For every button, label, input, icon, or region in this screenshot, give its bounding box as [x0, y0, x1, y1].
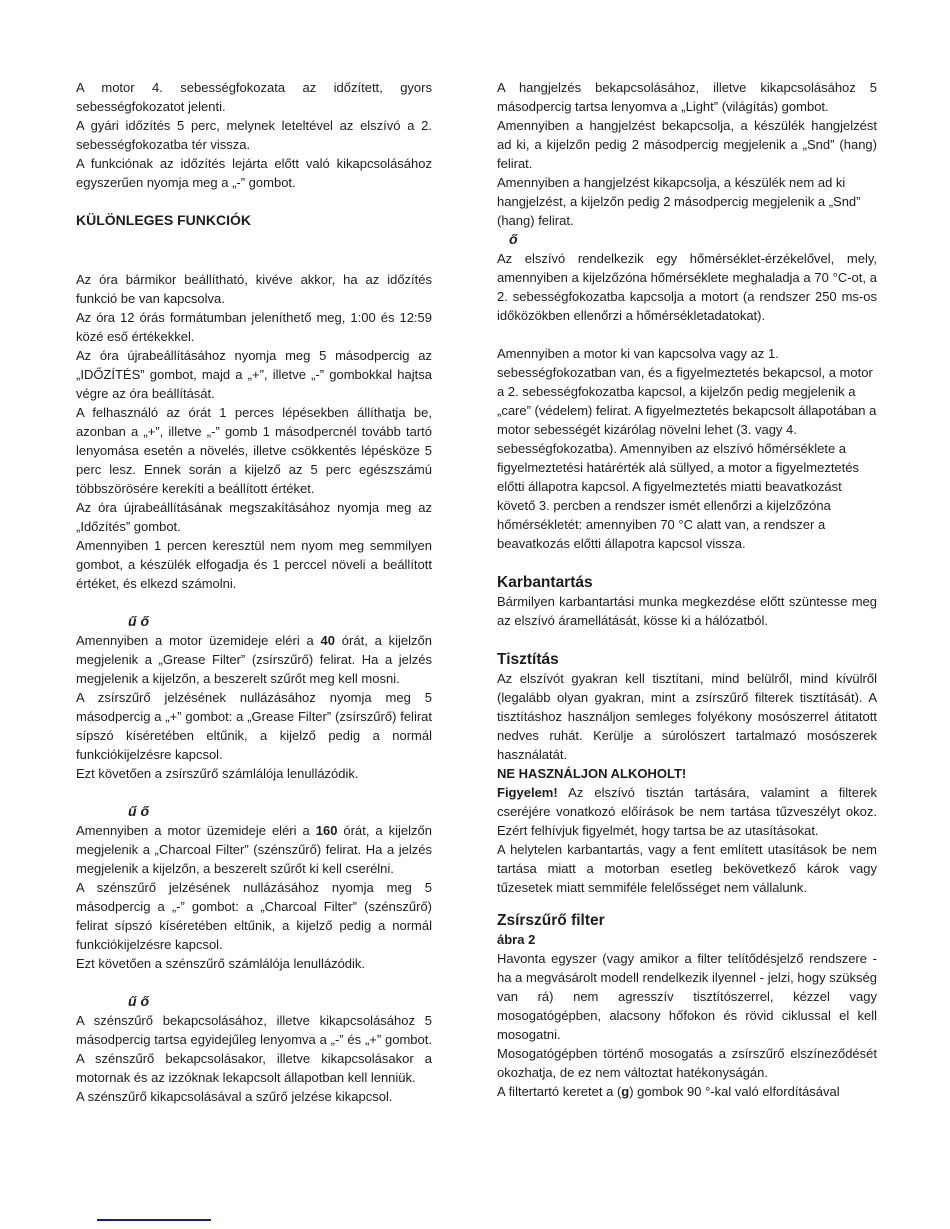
text-segment: Amennyiben a motor üzemideje eléri a	[76, 823, 316, 838]
text-segment: Az elszívó tisztán tartására, valamint a filterek cseréjére vonatkozó előírások be nem tartása tűzveszélyt okoz. Ezért felhívjuk figyelmét, hogy tartsa be az utasításokat.	[497, 785, 877, 838]
para-charcoal-160h	[76, 821, 432, 878]
hours-160-bold: 160	[315, 823, 338, 838]
para-clock-format: Az óra 12 órás formátumban jeleníthető meg, 1:00 és 12:59 közé eső értékekkel.	[76, 310, 432, 344]
heading-cleaning: Tisztítás	[497, 651, 559, 668]
heading-grease-filter-fragment: ű ő	[128, 613, 149, 629]
heading-temperature-fragment: ő	[509, 231, 518, 247]
para-charcoal-reset: A szénszűrő jelzésének nullázásához nyomja meg 5 másodpercig a „-” gombot: a „Charcoal Filter” (szénszűrő) felirat sípszó kíséretében eltűnik, a kijelző pedig a normál funkciókijelzésre kapcsol.	[76, 880, 432, 952]
figure-reference: ábra 2	[497, 932, 536, 947]
para-timer-cancel: A funkciónak az időzítés lejárta előtt való kikapcsolásához egyszerűen nyomja meg a „-” gombot.	[76, 156, 432, 190]
para-sound-off: Amennyiben a hangjelzést kikapcsolja, a készülék nem ad ki hangjelzést, a kijelzőn pedig 2 másodpercig megjelenik a „Snd” (hang) felirat.	[497, 175, 861, 228]
para-temp-warning: Amennyiben a motor ki van kapcsolva vagy az 1. sebességfokozatban van, és a figyelmeztetés bekapcsol, a motor a 2. sebességfokozatba kapcsol, a kijelzőn pedig megjelenik a „care” (védelem) felirat. A figyelmeztetés bekapcsolt állapotában a motor sebességét kizárólag növelni lehet (3. vagy 4. sebességfokozatba). Amennyiben az elszívó hőmérséklete a figyelmeztetési határérték alá süllyed, a motor a figyelmeztetés előtti állapotra kapcsol. A figyelmeztetés miatti beavatkozást követő 3. percben a rendszer ismét ellenőrzi a kijelzőzóna hőmérsékletét: amennyiben 70 °C alatt van, a rendszer a beavatkozás előtti állapotra kapcsol vissza.	[497, 346, 877, 551]
para-filter-wash: Havonta egyszer (vagy amikor a filter telítődésjelző rendszere - ha a megvásárolt modell rendelkezik ilyennel - jelzi, hogy szükség van rá) nem agresszív tisztítószerrel, kézzel vagy mosogatógépben, alacsony hőfokon és rövid ciklussal el kell mosogatni.	[497, 951, 877, 1042]
para-warning-fire	[497, 783, 877, 840]
para-clock-timeout: Amennyiben 1 percen keresztül nem nyom meg semmilyen gombot, a készülék elfogadja és 1 perccel növeli a beállított értéket, és elkezd számolni.	[76, 538, 432, 591]
para-sound-toggle: A hangjelzés bekapcsolásához, illetve kikapcsolásához 5 másodpercig tartsa lenyomva a „Light” (világítás) gombot.	[497, 80, 877, 114]
para-carbon-toggle: A szénszűrő bekapcsolásához, illetve kikapcsolásához 5 másodpercig tartsa egyidejűleg lenyomva a „-” és „+” gombot. A szénszűrő bekapcsolásakor, illetve kikapcsolásakor a motornak és az izzóknak lekapcsolt állapotban kell lenniük.	[76, 1013, 432, 1085]
text-segment: órát, a kijelzőn megjelenik a „Charcoal Filter” (szénszűrő) felirat. Ha a jelzés megjelenik a kijelzőn, a beszerelt szűrőt ki kell cserélni.	[76, 823, 433, 876]
para-timer-default: A gyári időzítés 5 perc, melynek leteltével az elszívó a 2. sebességfokozatba tér vissza.	[76, 118, 432, 152]
para-warning-liability: A helytelen karbantartás, vagy a fent említett utasítások be nem tartása miatt a motorban esetleg bekövetkező károk vagy tűzesetek miatt semmiféle felelősséget nem vállalunk.	[497, 842, 877, 895]
heading-carbon-toggle-fragment: ű ő	[128, 993, 149, 1009]
para-sound-on: Amennyiben a hangjelzést bekapcsolja, a készülék hangjelzést ad ki, a kijelzőn pedig 2 másodpercig megjelenik a „Snd” (hang) felirat.	[497, 118, 877, 171]
text-segment: ) gombok 90 °-kal való elfordításával	[629, 1084, 840, 1099]
para-clock-abort: Az óra újrabeállításának megszakításához nyomja meg az „Időzítés” gombot.	[76, 500, 432, 534]
para-charcoal-counter: Ezt követően a szénszűrő számlálója lenullázódik.	[76, 956, 366, 971]
para-carbon-off: A szénszűrő kikapcsolásával a szűrő jelzése kikapcsol.	[76, 1089, 393, 1104]
para-no-alcohol: NE HASZNÁLJON ALKOHOLT!	[497, 766, 687, 781]
para-clock-steps: A felhasználó az órát 1 perces lépésekben állíthatja be, azonban a „+”, illetve „-” gomb 1 másodpercnél tovább tartó lenyomása esetén a növelés, illetve csökkentés lépésköze 5 perc lesz. Ennek során a kijelző az 5 perc egészszámú többszörösére kerekíti a beállított értéket.	[76, 405, 432, 496]
para-grease-reset: A zsírszűrő jelzésének nullázásához nyomja meg 5 másodpercig a „+” gombot: a „Grease Filter” (zsírszűrő) felirat sípszó kíséretében eltűnik, a kijelző pedig a normál funkciókijelzésre kapcsol.	[76, 690, 432, 762]
heading-charcoal-filter-fragment: ű ő	[128, 803, 149, 819]
para-temp-sensor: Az elszívó rendelkezik egy hőmérséklet-érzékelővel, mely, amennyiben a kijelzőzóna hőmérséklete meghaladja a 70 °C-ot, a 2. sebességfokozatba kapcsolja a motort (a rendszer 250 ms-os időközökben ellenőrzi a hőmérsékletadatokat).	[497, 251, 877, 323]
para-cleaning: Az elszívót gyakran kell tisztítani, mind belülről, mind kívülről (legalább olyan gyakran, mint a zsírszűrő filterek tisztítását). A tisztításhoz használjon semleges folyékony mosószerrel átitatott nedves ruhát. Kerülje a súrolószert tartalmazó mosószerek használatát.	[497, 671, 877, 762]
heading-grease-filter-section: Zsírszűrő filter	[497, 912, 605, 929]
para-filter-discolor: Mosogatógépben történő mosogatás a zsírszűrő elszíneződését okozhatja, de ez nem változtat hatékonyságán.	[497, 1046, 877, 1080]
para-clock-anytime: Az óra bármikor beállítható, kivéve akkor, ha az időzítés funkció be van kapcsolva.	[76, 272, 432, 306]
footer-link-underline	[97, 1219, 211, 1221]
text-segment: Amennyiben a motor üzemideje eléri a	[76, 633, 321, 648]
knob-g-bold: g	[621, 1084, 630, 1099]
para-maintenance: Bármilyen karbantartási munka megkezdése előtt szüntesse meg az elszívó áramellátását, kösse ki a hálózatból.	[497, 594, 877, 628]
para-grease-40h	[76, 631, 432, 688]
text-segment: órát, a kijelzőn megjelenik a „Grease Filter” (zsírszűrő) felirat. Ha a jelzés megjelenik a kijelzőn, a beszerelt szűrőt meg kell mosni.	[76, 633, 432, 686]
text-segment: A filtertartó keretet a (	[497, 1084, 622, 1099]
attention-bold: Figyelem!	[497, 785, 558, 800]
hours-40-bold: 40	[320, 633, 336, 648]
left-column	[76, 78, 432, 1106]
right-column	[497, 78, 877, 1101]
para-grease-counter: Ezt követően a zsírszűrő számlálója lenullázódik.	[76, 766, 359, 781]
para-timer-speed: A motor 4. sebességfokozata az időzített, gyors sebességfokozatot jelenti.	[76, 80, 432, 114]
heading-special-functions: KÜLÖNLEGES FUNKCIÓK	[76, 212, 251, 228]
heading-maintenance: Karbantartás	[497, 574, 593, 591]
para-clock-reset: Az óra újrabeállításához nyomja meg 5 másodpercig az „IDŐZÍTÉS” gombot, majd a „+”, illetve „-” gombokkal hajtsa végre az óra beállítását.	[76, 348, 432, 401]
para-filter-frame	[497, 1082, 877, 1101]
